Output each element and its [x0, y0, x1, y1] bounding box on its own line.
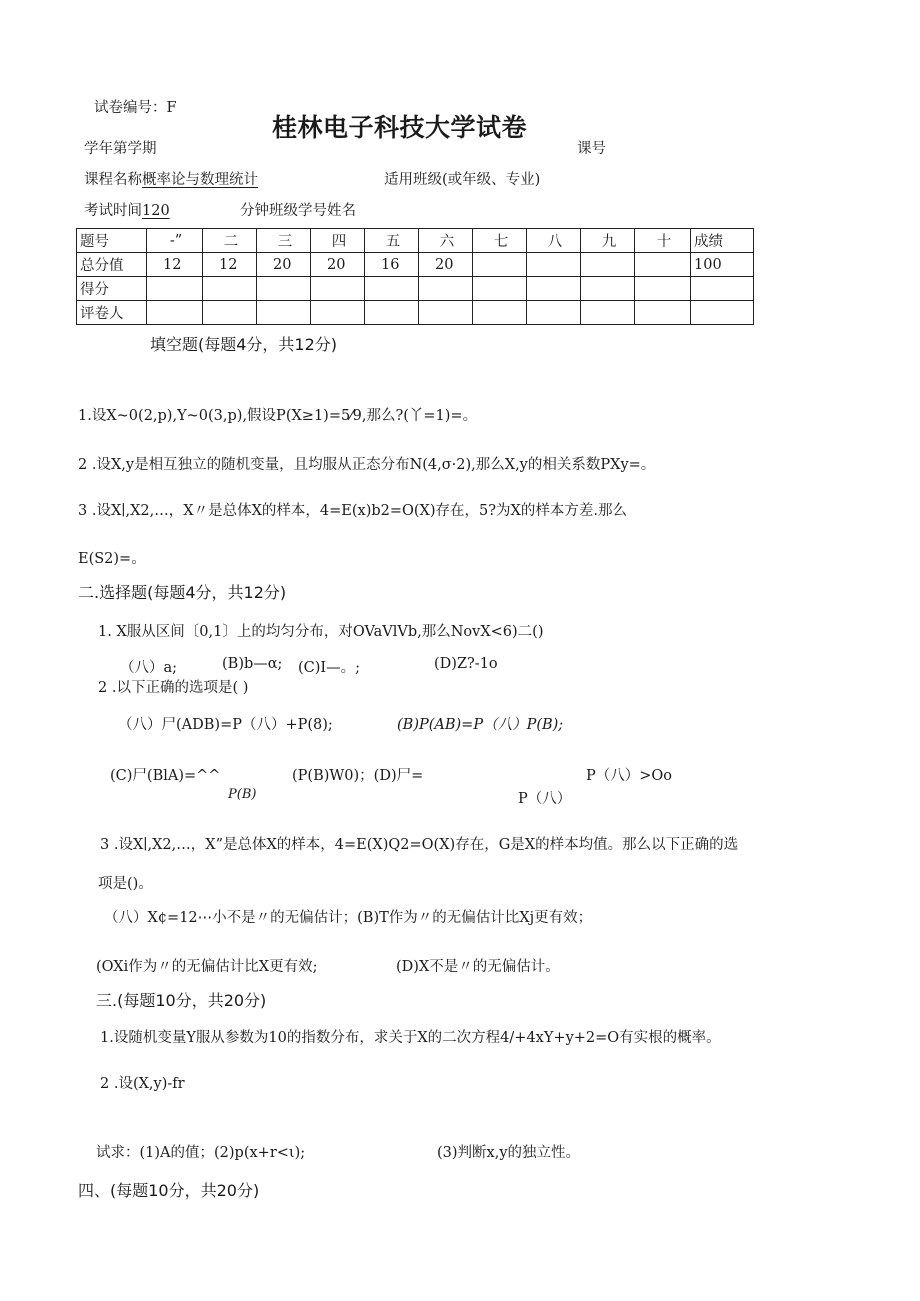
table-cell [147, 301, 203, 325]
table-cell [365, 277, 419, 301]
table-cell [311, 301, 365, 325]
s1-question-3: 3 .设X∣,X2,…，X〃是总体X的样本，4=E(x)b2=O(X)存在，5?为X的样本方差.那么 [78, 503, 627, 519]
table-cell: 题号 [77, 229, 147, 253]
s3-question-1: 1.设随机变量Y服从参数为10的指数分布，求关于X的二次方程4/+4xY+y+2=O有实根的概率。 [100, 1030, 721, 1046]
table-cell: 总分值 [77, 253, 147, 277]
section-4-title: 四、(每题10分，共20分) [78, 1181, 260, 1200]
s2-q3-options-ab: （八）X¢=12⋯小不是〃的无偏估计；(B)T作为〃的无偏估计比Xj更有效； [104, 910, 593, 926]
table-cell: 12 [203, 253, 257, 277]
exam-time-label: 考试时间 [84, 203, 142, 219]
table-row [77, 301, 754, 325]
table-cell [311, 277, 365, 301]
section-1-title: 填空题(每题4分，共12分) [150, 335, 338, 354]
exam-time-row [84, 199, 170, 220]
table-cell [203, 277, 257, 301]
table-header-row [77, 229, 754, 253]
s2-q1-option-c: (C)I—。; [298, 660, 361, 676]
table-cell [635, 253, 691, 277]
table-cell: 成绩 [691, 229, 754, 253]
course-number-label: 课号 [577, 141, 606, 157]
table-cell: 100 [691, 253, 754, 277]
s2-q2-option-d: (P(B)W0)；(D)尸= [292, 768, 424, 784]
table-cell [691, 301, 754, 325]
table-cell: -” [147, 229, 203, 253]
table-row [77, 277, 754, 301]
course-name: 概率论与数理统计 [142, 172, 258, 188]
table-cell [581, 301, 635, 325]
exam-time-value: 120 [142, 203, 170, 219]
table-cell [473, 253, 527, 277]
table-cell [527, 253, 581, 277]
table-cell [527, 301, 581, 325]
s1-question-1: 1.设X~0(2,p),Y~0(3,p),假设P(X≥1)=5⁄9,那么?(丫=1)=。 [78, 408, 478, 424]
s2-q2-c-denominator: P(B) [228, 787, 257, 802]
table-cell [365, 301, 419, 325]
table-cell: 得分 [77, 277, 147, 301]
s2-q1-option-a: （八）a; [120, 660, 178, 676]
table-cell: 九 [581, 229, 635, 253]
table-cell [473, 301, 527, 325]
s2-q3-option-d: (D)X不是〃的无偏估计。 [396, 959, 560, 975]
paper-number: 试卷编号：F [94, 100, 177, 116]
table-cell [581, 277, 635, 301]
course-name-row [84, 168, 258, 189]
table-cell: 六 [419, 229, 473, 253]
table-cell: 20 [311, 253, 365, 277]
applicable-class-label: 适用班级(或年级、专业) [384, 172, 541, 188]
s1-question-2: 2 .设X,y是相互独立的随机变量，且均服从正态分布N(4,σ·2),那么X,y的相关系数PXy=。 [78, 457, 656, 473]
s2-q2-option-b: (B)P(AB)=P（八）P(B); [397, 717, 564, 733]
table-cell: 评卷人 [77, 301, 147, 325]
table-cell [147, 277, 203, 301]
table-cell [203, 301, 257, 325]
table-cell [527, 277, 581, 301]
s2-question-3: 3 .设X∣,X2,…，X”是总体X的样本，4=E(X)Q2=O(X)存在，G是X的样本均值。那么以下正确的选 [100, 837, 739, 853]
table-cell: 八 [527, 229, 581, 253]
table-cell: 五 [365, 229, 419, 253]
table-cell: 七 [473, 229, 527, 253]
s2-q1-option-b: (B)b—α; [222, 656, 283, 672]
table-cell [691, 277, 754, 301]
s2-q1-option-d: (D)Z?-1o [434, 656, 498, 672]
table-cell: 三 [257, 229, 311, 253]
exam-time-tail: 分钟班级学号姓名 [240, 203, 356, 219]
table-cell: 二 [203, 229, 257, 253]
score-table [76, 228, 754, 325]
course-name-label: 课程名称 [84, 172, 142, 188]
s2-question-3-cont: 项是()。 [98, 876, 153, 892]
section-2-title: 二.选择题(每题4分，共12分) [78, 583, 287, 602]
s2-q2-option-a: （八）尸(ADB)=P（八）+P(8); [118, 717, 333, 733]
s2-q2-option-c: (C)尸(BlA)=^^ [110, 768, 221, 784]
semester-label: 学年第学期 [84, 141, 157, 157]
s2-q2-d-denominator: P（八） [518, 791, 572, 807]
s3-q2-requirement-3: (3)判断x,y的独立性。 [437, 1145, 581, 1161]
s2-question-2: 2 .以下正确的选项是( ) [98, 680, 249, 696]
table-cell [635, 277, 691, 301]
table-cell: 16 [365, 253, 419, 277]
table-cell: 十 [635, 229, 691, 253]
table-cell [257, 277, 311, 301]
table-cell [635, 301, 691, 325]
exam-title: 桂林电子科技大学试卷 [272, 113, 528, 142]
s2-question-1: 1. X服从区间〔0,1〕上的均匀分布，对OVaVlVb,那么NovX<6)二() [98, 624, 544, 640]
s3-q2-requirements: 试求：(1)A的值；(2)p(x+r<ι); [96, 1145, 306, 1161]
table-cell [419, 277, 473, 301]
s1-question-3-cont: E(S2)=。 [78, 551, 146, 567]
table-cell [473, 277, 527, 301]
s2-q3-option-c: (OXi作为〃的无偏估计比X更有效; [96, 959, 318, 975]
table-cell [581, 253, 635, 277]
table-row [77, 253, 754, 277]
s3-question-2: 2 .设(X,y)-fr [100, 1076, 185, 1092]
s2-q2-d-numerator: P（八）>Oo [586, 768, 673, 784]
section-3-title: 三.(每题10分，共20分) [96, 991, 267, 1010]
table-cell: 20 [257, 253, 311, 277]
table-cell: 20 [419, 253, 473, 277]
table-cell [419, 301, 473, 325]
table-cell: 四 [311, 229, 365, 253]
table-cell [257, 301, 311, 325]
table-cell: 12 [147, 253, 203, 277]
